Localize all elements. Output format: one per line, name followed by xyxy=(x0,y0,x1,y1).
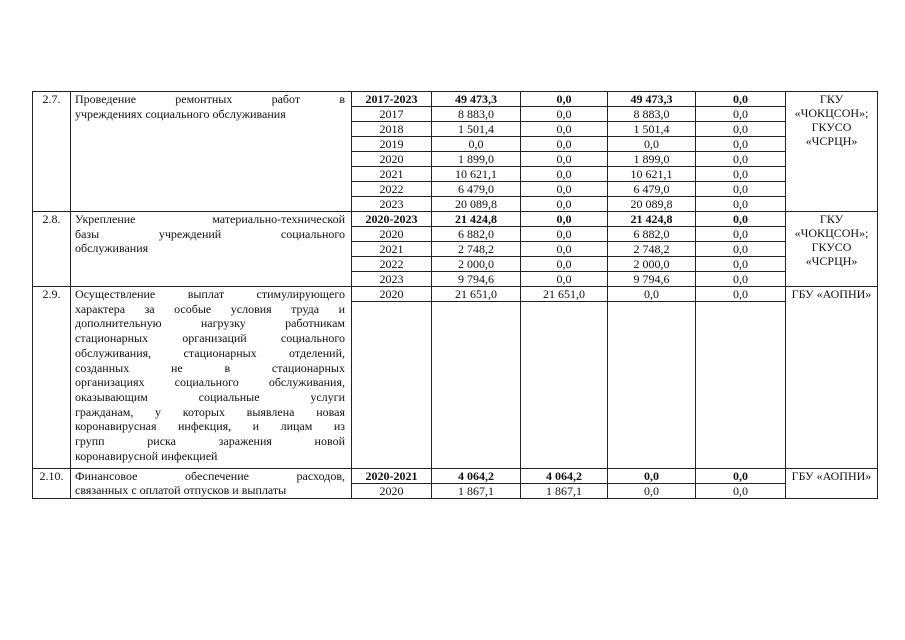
item-name-line: Укрепление материально-технической xyxy=(75,212,345,226)
cell-total: 21 424,8 xyxy=(432,212,521,227)
item-name-line: обслуживания, стационарных отделений, xyxy=(75,345,345,360)
item-name-line: гражданам, у которых выявлена новая xyxy=(75,404,345,419)
cell-year: 2022 xyxy=(352,257,432,272)
item-name-line: характера за особые условия труда и xyxy=(75,301,345,316)
cell-c3: 0,0 xyxy=(696,212,786,227)
cell-c3: 0,0 xyxy=(696,257,786,272)
cell-c1: 0,0 xyxy=(521,212,608,227)
cell-c3: 0,0 xyxy=(696,122,786,137)
table-row xyxy=(33,468,878,483)
cell-year: 2017-2023 xyxy=(352,92,432,107)
cell-c3: 0,0 xyxy=(696,152,786,167)
item-name-line: дополнительную нагрузку работникам xyxy=(75,316,345,331)
cell-total: 20 089,8 xyxy=(432,197,521,212)
cell-c2: 6 882,0 xyxy=(608,227,696,242)
cell-year: 2021 xyxy=(352,167,432,182)
cell-c2: 2 000,0 xyxy=(608,257,696,272)
executor-line: ГКУСО «ЧСРЦН» xyxy=(805,240,858,268)
cell-c2: 1 899,0 xyxy=(608,152,696,167)
cell-c1: 0,0 xyxy=(521,182,608,197)
item-code: 2.7. xyxy=(33,92,71,212)
cell-year: 2021 xyxy=(352,242,432,257)
cell-c1: 0,0 xyxy=(521,257,608,272)
empty-cell xyxy=(432,302,521,469)
item-name-line: связанных с оплатой отпусков и выплаты xyxy=(75,483,287,498)
cell-c3: 0,0 xyxy=(696,242,786,257)
cell-c2: 2 748,2 xyxy=(608,242,696,257)
cell-year: 2018 xyxy=(352,122,432,137)
cell-total: 8 883,0 xyxy=(432,107,521,122)
cell-total: 4 064,2 xyxy=(432,468,521,483)
cell-c1: 0,0 xyxy=(521,197,608,212)
cell-c2: 0,0 xyxy=(608,468,696,483)
cell-c1: 0,0 xyxy=(521,167,608,182)
item-name-line: Осуществление выплат стимулирующего xyxy=(75,287,345,301)
empty-cell xyxy=(521,302,608,469)
item-name-line: групп риска заражения новой xyxy=(75,434,345,449)
cell-total: 2 748,2 xyxy=(432,242,521,257)
cell-year: 2020 xyxy=(352,483,432,498)
item-name-line: созданных не в стационарных xyxy=(75,360,345,375)
cell-c2: 21 424,8 xyxy=(608,212,696,227)
cell-total: 1 899,0 xyxy=(432,152,521,167)
item-name-line: Финансовое обеспечение расходов, xyxy=(75,468,345,483)
item-code: 2.9. xyxy=(33,287,71,469)
cell-c3: 0,0 xyxy=(696,272,786,287)
empty-cell xyxy=(352,302,432,469)
executor-line: ГБУ «АОПНИ» xyxy=(791,287,872,301)
cell-year: 2023 xyxy=(352,272,432,287)
cell-c1: 4 064,2 xyxy=(521,468,608,483)
cell-c1: 0,0 xyxy=(521,152,608,167)
executor xyxy=(786,287,878,469)
item-name-line: коронавирусной инфекцией xyxy=(75,448,218,463)
cell-c2: 0,0 xyxy=(608,483,696,498)
cell-year: 2020-2023 xyxy=(352,212,432,227)
table-row xyxy=(33,92,878,107)
cell-c3: 0,0 xyxy=(696,227,786,242)
cell-year: 2023 xyxy=(352,197,432,212)
cell-c3: 0,0 xyxy=(696,197,786,212)
cell-c1: 0,0 xyxy=(521,272,608,287)
item-name xyxy=(71,468,352,498)
cell-c3: 0,0 xyxy=(696,287,786,302)
executor-line: ГКУ «ЧОКЦСОН»; xyxy=(794,212,869,240)
cell-total: 9 794,6 xyxy=(432,272,521,287)
item-name-line: учреждениях социального обслуживания xyxy=(75,106,286,121)
table-row xyxy=(33,287,878,302)
cell-total: 10 621,1 xyxy=(432,167,521,182)
executor xyxy=(786,212,878,287)
executor xyxy=(786,468,878,498)
item-name-line: обслуживания xyxy=(75,241,149,256)
item-name xyxy=(71,92,352,212)
cell-year: 2019 xyxy=(352,137,432,152)
item-name-line: базы учреждений социального xyxy=(75,226,345,241)
item-name-line: стационарных организаций социального xyxy=(75,331,345,346)
cell-c1: 0,0 xyxy=(521,137,608,152)
cell-c3: 0,0 xyxy=(696,107,786,122)
cell-c1: 1 867,1 xyxy=(521,483,608,498)
item-name-line: оказывающим социальные услуги xyxy=(75,389,345,404)
cell-c1: 0,0 xyxy=(521,107,608,122)
item-name xyxy=(71,212,352,287)
cell-c2: 0,0 xyxy=(608,137,696,152)
cell-c2: 10 621,1 xyxy=(608,167,696,182)
cell-c3: 0,0 xyxy=(696,182,786,197)
cell-c1: 0,0 xyxy=(521,122,608,137)
cell-c2: 49 473,3 xyxy=(608,92,696,107)
cell-year: 2020 xyxy=(352,227,432,242)
cell-c1: 0,0 xyxy=(521,242,608,257)
cell-c1: 0,0 xyxy=(521,227,608,242)
cell-year: 2022 xyxy=(352,182,432,197)
cell-total: 21 651,0 xyxy=(432,287,521,302)
executor-line: ГБУ «АОПНИ» xyxy=(791,468,872,483)
cell-c2: 20 089,8 xyxy=(608,197,696,212)
cell-c3: 0,0 xyxy=(696,483,786,498)
empty-cell xyxy=(608,302,696,469)
executor xyxy=(786,92,878,212)
cell-total: 1 867,1 xyxy=(432,483,521,498)
cell-total: 1 501,4 xyxy=(432,122,521,137)
cell-year: 2017 xyxy=(352,107,432,122)
cell-c2: 9 794,6 xyxy=(608,272,696,287)
cell-total: 6 479,0 xyxy=(432,182,521,197)
cell-c2: 1 501,4 xyxy=(608,122,696,137)
cell-c3: 0,0 xyxy=(696,167,786,182)
item-name-line: Проведение ремонтных работ в xyxy=(75,92,345,106)
cell-total: 49 473,3 xyxy=(432,92,521,107)
item-name-line: коронавирусная инфекция, и лицам из xyxy=(75,419,345,434)
cell-year: 2020-2021 xyxy=(352,468,432,483)
cell-c1: 21 651,0 xyxy=(521,287,608,302)
cell-year: 2020 xyxy=(352,152,432,167)
table-row xyxy=(33,212,878,227)
cell-c2: 6 479,0 xyxy=(608,182,696,197)
item-name xyxy=(71,287,352,469)
table-body xyxy=(33,92,878,499)
cell-total: 6 882,0 xyxy=(432,227,521,242)
item-code: 2.8. xyxy=(33,212,71,287)
item-code: 2.10. xyxy=(33,468,71,498)
cell-total: 0,0 xyxy=(432,137,521,152)
cell-total: 2 000,0 xyxy=(432,257,521,272)
cell-c3: 0,0 xyxy=(696,468,786,483)
cell-year: 2020 xyxy=(352,287,432,302)
cell-c2: 0,0 xyxy=(608,287,696,302)
cell-c3: 0,0 xyxy=(696,92,786,107)
cell-c1: 0,0 xyxy=(521,92,608,107)
cell-c2: 8 883,0 xyxy=(608,107,696,122)
budget-table xyxy=(32,91,878,499)
executor-line: ГКУ «ЧОКЦСОН»; xyxy=(794,92,869,120)
empty-cell xyxy=(696,302,786,469)
cell-c3: 0,0 xyxy=(696,137,786,152)
executor-line: ГКУСО «ЧСРЦН» xyxy=(805,120,858,148)
item-name-line: организациях социального обслуживания, xyxy=(75,375,345,390)
